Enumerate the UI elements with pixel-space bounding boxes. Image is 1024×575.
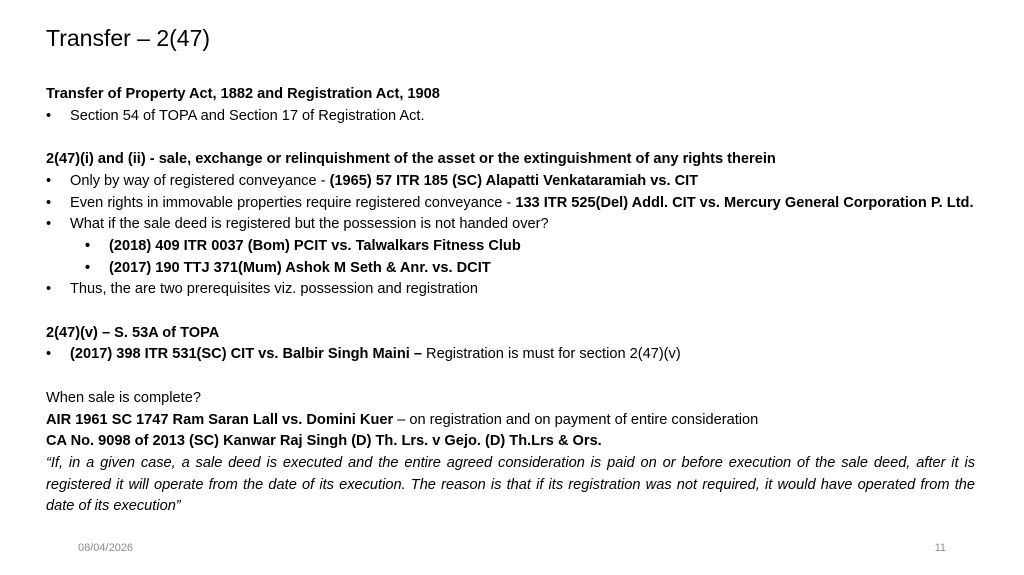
sub-list-item — [46, 236, 975, 258]
list-item — [46, 171, 975, 193]
case-citation: (1965) 57 ITR 185 (SC) Alapatti Venkataramiah vs. CIT — [329, 172, 699, 189]
bullet-icon: • — [46, 281, 52, 298]
case-note: – on registration and on payment of entire consideration — [393, 411, 759, 428]
case-citation: (2017) 398 ITR 531(SC) CIT vs. Balbir Singh Maini – — [70, 346, 422, 363]
list-item — [46, 193, 975, 215]
spacer — [46, 127, 975, 149]
bullet-icon: • — [85, 259, 91, 276]
section-heading-2-47-i-ii: 2(47)(i) and (ii) - sale, exchange or relinquishment of the asset or the extinguishment of any rights therein — [46, 151, 776, 168]
bullet-icon: • — [46, 172, 52, 189]
list-item — [46, 214, 975, 236]
footer-date: 08/04/2026 — [78, 542, 134, 554]
bullet-icon: • — [46, 107, 52, 124]
case-citation: (2018) 409 ITR 0037 (Bom) PCIT vs. Talwalkars Fitness Club — [109, 237, 521, 254]
bullet-text: What if the sale deed is registered but the possession is not handed over? — [70, 216, 549, 233]
list-item — [46, 106, 975, 128]
slide-title: Transfer – 2(47) — [46, 25, 211, 51]
section-heading-topa: Transfer of Property Act, 1882 and Registration Act, 1908 — [46, 86, 440, 102]
list-item — [46, 279, 975, 301]
case-citation: 133 ITR 525(Del) Addl. CIT vs. Mercury General Corporation P. Ltd. — [515, 194, 974, 211]
section-heading-2-47-v: 2(47)(v) – S. 53A of TOPA — [46, 324, 220, 341]
bullet-icon: • — [85, 237, 91, 254]
spacer — [46, 301, 975, 323]
sub-list-item — [46, 258, 975, 280]
list-item — [46, 344, 975, 366]
slide-content — [46, 84, 975, 518]
bullet-icon: • — [46, 216, 52, 233]
case-citation: CA No. 9098 of 2013 (SC) Kanwar Raj Singh (D) Th. Lrs. v Gejo. (D) Th.Lrs & Ors. — [46, 433, 602, 450]
spacer — [46, 366, 975, 388]
case-line — [46, 410, 975, 432]
bullet-text: Thus, the are two prerequisites viz. possession and registration — [70, 281, 479, 298]
page-number: 11 — [934, 542, 946, 554]
bullet-text: Only by way of registered conveyance - — [70, 172, 330, 189]
bullet-icon: • — [46, 346, 52, 363]
case-citation: AIR 1961 SC 1747 Ram Saran Lall vs. Domini Kuer — [46, 411, 394, 428]
case-quote: “If, in a given case, a sale deed is executed and the entire agreed consideration is paid on or before execution of the sale deed, after it is registered it will operate from the date of its execution. The reason is that if its registration was not required, it would have operated from the date of its execution” — [46, 454, 975, 515]
bullet-text: Registration is must for section 2(47)(v) — [421, 346, 681, 363]
bullet-icon: • — [46, 194, 52, 211]
case-citation: (2017) 190 TTJ 371(Mum) Ashok M Seth & Anr. vs. DCIT — [109, 259, 491, 276]
question-text: When sale is complete? — [46, 389, 201, 406]
bullet-text: Section 54 of TOPA and Section 17 of Registration Act. — [70, 107, 425, 124]
bullet-text: Even rights in immovable properties require registered conveyance - — [70, 194, 516, 211]
